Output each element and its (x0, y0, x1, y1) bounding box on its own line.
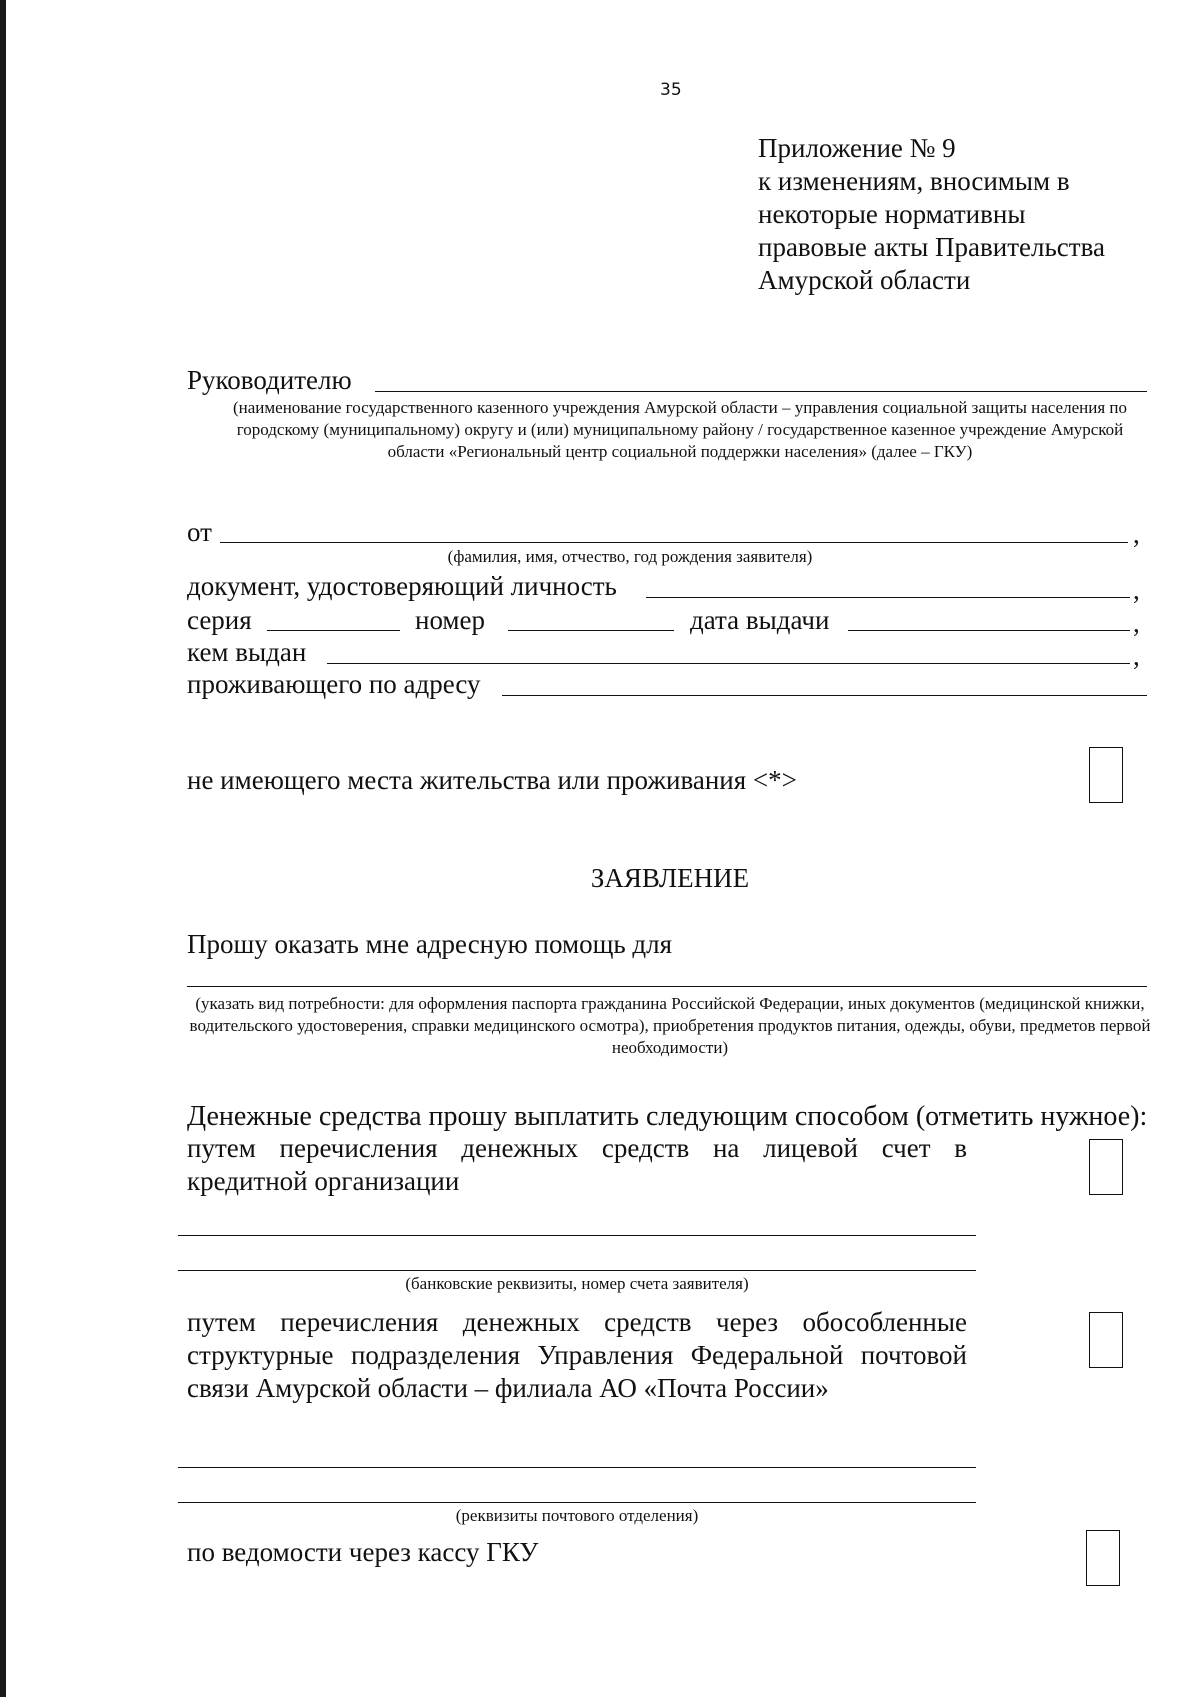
need-type-field[interactable] (187, 986, 1147, 987)
post-transfer-checkbox[interactable] (1089, 1312, 1123, 1368)
appendix-line: некоторые нормативны (758, 199, 1026, 229)
option-bank-text: путем перечисления денежных средств на лицевой счет в кредитной организации (187, 1133, 967, 1196)
request-text: Прошу оказать мне адресную помощь для (187, 929, 673, 959)
issue-date-label: дата выдачи (690, 605, 830, 635)
no-residence-label: не имеющего места жительства или проживания <*> (187, 765, 797, 795)
page-number: 35 (660, 80, 682, 100)
appendix-line: правовые акты Правительства (758, 232, 1105, 262)
post-office-field-2[interactable] (178, 1502, 976, 1503)
issued-by-field[interactable] (327, 663, 1130, 664)
number-field[interactable] (508, 630, 674, 631)
cash-desk-checkbox[interactable] (1086, 1530, 1120, 1586)
to-institution-field[interactable] (375, 391, 1147, 392)
address-field[interactable] (502, 695, 1147, 696)
series-label: серия (187, 605, 252, 635)
number-label: номер (415, 605, 486, 635)
from-caption: (фамилия, имя, отчество, год рождения заявителя) (447, 547, 813, 566)
payment-intro: Денежные средства прошу выплатить следующим способом (отметить нужное): (187, 1101, 1148, 1132)
document-title: ЗАЯВЛЕНИЕ (590, 863, 750, 893)
bank-details-field-2[interactable] (178, 1270, 976, 1271)
comma: , (1133, 519, 1140, 549)
from-label: от (187, 517, 212, 547)
option-post-text: путем перечисления денежных средств через обособленные структурные подразделения Управления Федеральной почтовой связи Амурской области – филиала АО «Почта России» (187, 1307, 967, 1403)
id-doc-label: документ, удостоверяющий личность (187, 571, 617, 601)
bank-details-field-1[interactable] (178, 1235, 976, 1236)
comma: , (1133, 641, 1140, 671)
scan-edge (0, 0, 6, 1697)
bank-transfer-checkbox[interactable] (1089, 1139, 1123, 1195)
no-residence-checkbox[interactable] (1089, 747, 1123, 803)
to-caption: (наименование государственного казенного учреждения Амурской области – управления социальной защиты населения по городскому (муниципальному) округу и (или) муниципальному району / государственное казенное учреждение Амурской области «Региональный центр социальной поддержки населения» (далее – ГКУ) (233, 398, 1127, 461)
option-cash-text: по ведомости через кассу ГКУ (187, 1537, 539, 1567)
appendix-line: Амурской области (758, 265, 971, 295)
issue-date-field[interactable] (848, 630, 1130, 631)
applicant-name-field[interactable] (220, 542, 1128, 543)
appendix-line: Приложение № 9 (758, 133, 956, 163)
to-label: Руководителю (187, 365, 352, 395)
post-caption: (реквизиты почтового отделения) (455, 1506, 699, 1525)
appendix-block (758, 132, 1105, 297)
appendix-line: к изменениям, вносимым в (758, 166, 1070, 196)
comma: , (1133, 575, 1140, 605)
comma: , (1133, 608, 1140, 638)
address-label: проживающего по адресу (187, 669, 481, 699)
issued-by-label: кем выдан (187, 637, 307, 667)
post-office-field-1[interactable] (178, 1467, 976, 1468)
id-document-field[interactable] (646, 597, 1130, 598)
series-field[interactable] (267, 630, 400, 631)
bank-caption: (банковские реквизиты, номер счета заявителя) (405, 1274, 749, 1293)
request-caption: (указать вид потребности: для оформления паспорта гражданина Российской Федерации, иных документов (медицинской книжки, водительского удостоверения, справки медицинского осмотра), приобретения продуктов питания, одежды, обуви, предметов первой необходимости) (189, 994, 1151, 1057)
